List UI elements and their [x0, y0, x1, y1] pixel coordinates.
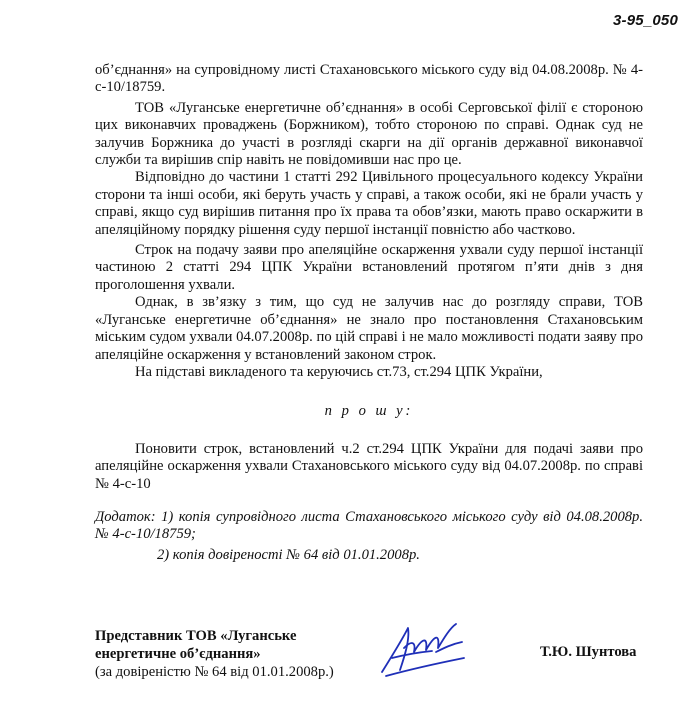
- request-text: Поновити строк, встановлений ч.2 ст.294 ЦПК України для подачі заяви про апеляційне оскарження ухвали Стахановського міського суду від 04.07.2008р. по справі № 4-с-10: [95, 440, 643, 492]
- request-heading: п р о ш у:: [324, 403, 414, 420]
- paragraph-grounds: На підставі викладеного та керуючись ст.73, ст.294 ЦПК України,: [135, 363, 543, 380]
- paragraph-continuation: об’єднання» на супровідному листі Стахановського міського суду від 04.08.2008р. № 4-с-10/18759.: [95, 62, 643, 96]
- paragraph-reason: Однак, в зв’язку з тим, що суд не залучив нас до розгляду справи, ТОВ «Луганське енергетичне об’єднання» не знало про постановлення Стахановським міським судом ухвали 04.07.2008р. по цій справі і не мало можливості подати заяву про апеляційне оскарження у встановлений законом строк.: [95, 294, 643, 363]
- document-id: 3-95_050: [613, 12, 678, 29]
- handwritten-signature: [378, 618, 470, 685]
- paragraph-deadline: Строк на подачу заяви про апеляційне оскарження ухвали суду першої інстанції частиною 2 статті 294 ЦПК України встановлений протягом п’яти днів з дня проголошення ухвали.: [95, 242, 643, 293]
- attachment-2: 2) копія довіреності № 64 від 01.01.2008р.: [157, 546, 420, 563]
- paragraph-legal-basis: Відповідно до частини 1 статті 292 Цивільного процесуального кодексу України сторони та інші особи, які беруть участь у справі, а також особи, які не брали участь у справі, якщо суд вирішив питання про їх права та обов’язки, мають право оскаржити в апеляційному порядку рішення суду першої інстанції повністю або частково.: [95, 169, 643, 238]
- signatory-role-line-2: енергетичне об’єднання»: [95, 646, 261, 662]
- signatory-block: [95, 627, 355, 681]
- signatory-name: Т.Ю. Шунтова: [540, 644, 637, 660]
- paragraph-party-status: ТОВ «Луганське енергетичне об’єднання» в особі Серговської філії є стороною цих виконавчих проваджень (Боржником), тобто стороною по справі. Однак суд не залучив Боржника до участі в розгляді скарги на дії органів державної виконавчої служби та вирішив спір навіть не повідомивши нас про це.: [95, 99, 643, 169]
- document-body: [95, 62, 643, 564]
- signatory-authority: (за довіреністю № 64 від 01.01.2008р.): [95, 664, 334, 680]
- signatory-role-line-1: Представник ТОВ «Луганське: [95, 628, 297, 644]
- attachment-1: Додаток: 1) копія супровідного листа Стахановського міського суду від 04.08.2008р. № 4-с-10/18759;: [95, 508, 643, 543]
